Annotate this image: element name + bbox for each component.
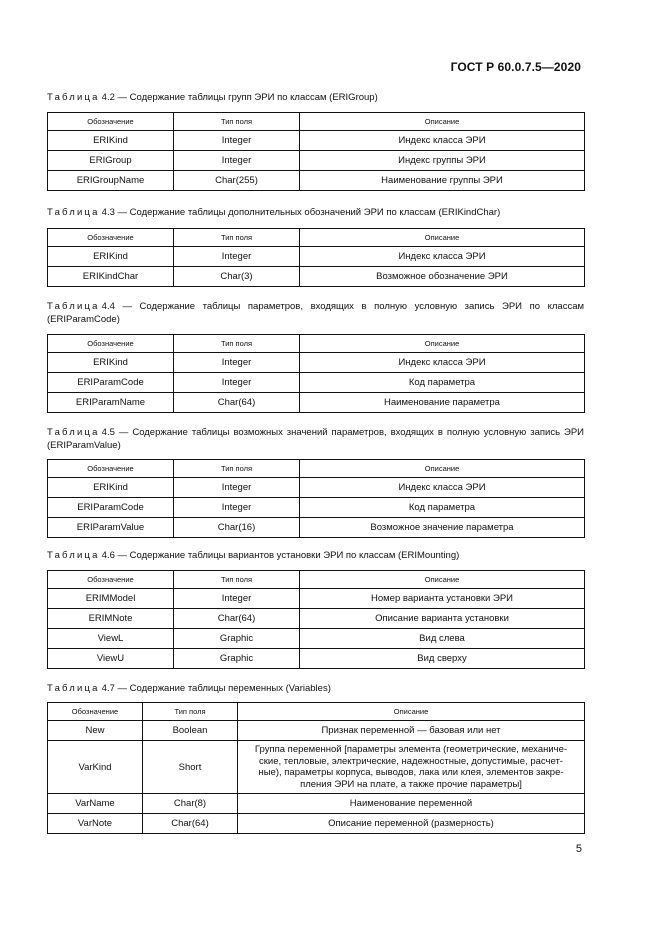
cell-type: Graphic bbox=[174, 629, 300, 649]
table-row bbox=[48, 814, 585, 834]
cell-name: ERIKind bbox=[48, 353, 174, 373]
table-row bbox=[48, 151, 585, 171]
cell-type: Char(64) bbox=[174, 609, 300, 629]
table-row bbox=[48, 131, 585, 151]
cell-type: Short bbox=[143, 741, 238, 794]
cell-name: ERIParamName bbox=[48, 393, 174, 413]
table-row bbox=[48, 629, 585, 649]
column-header: Обозначение bbox=[48, 229, 174, 247]
column-header: Тип поля bbox=[143, 703, 238, 721]
cell-name: ERIParamCode bbox=[48, 498, 174, 518]
cell-description bbox=[238, 741, 585, 794]
cell-type: Integer bbox=[174, 498, 300, 518]
table-caption-4-4 bbox=[47, 300, 584, 326]
cell-type: Integer bbox=[174, 247, 300, 267]
column-header: Описание bbox=[300, 229, 585, 247]
cell-type: Char(16) bbox=[174, 518, 300, 538]
cell-type: Char(64) bbox=[143, 814, 238, 834]
table-caption-4-3 bbox=[47, 206, 584, 219]
cell-description: Индекс класса ЭРИ bbox=[300, 247, 585, 267]
column-header: Тип поля bbox=[174, 335, 300, 353]
table-row bbox=[48, 267, 585, 287]
cell-type: Integer bbox=[174, 589, 300, 609]
cell-description: Вид слева bbox=[300, 629, 585, 649]
table-row bbox=[48, 794, 585, 814]
cell-type: Integer bbox=[174, 478, 300, 498]
table-row bbox=[48, 741, 585, 794]
cell-type: Integer bbox=[174, 373, 300, 393]
column-header: Тип поля bbox=[174, 571, 300, 589]
table-4-3 bbox=[47, 228, 585, 287]
cell-name: ERIKindChar bbox=[48, 267, 174, 287]
table-header-row bbox=[48, 229, 585, 247]
caption-title: — Содержание таблицы параметров, входящих в полную условную запись ЭРИ по классам (ERIParamCode) bbox=[47, 301, 585, 325]
table-caption-4-7 bbox=[47, 682, 584, 695]
table-row bbox=[48, 171, 585, 191]
table-row bbox=[48, 393, 585, 413]
column-header: Обозначение bbox=[48, 571, 174, 589]
caption-prefix: Таблица bbox=[47, 683, 100, 694]
table-row bbox=[48, 498, 585, 518]
cell-type: Integer bbox=[174, 131, 300, 151]
table-row bbox=[48, 589, 585, 609]
cell-description: Наименование параметра bbox=[300, 393, 585, 413]
cell-description: Признак переменной — базовая или нет bbox=[238, 721, 585, 741]
cell-name: ViewL bbox=[48, 629, 174, 649]
cell-name: ERIKind bbox=[48, 478, 174, 498]
cell-type: Char(3) bbox=[174, 267, 300, 287]
caption-number: 4.6 bbox=[101, 550, 115, 561]
table-4-7 bbox=[47, 702, 585, 834]
table-header-row bbox=[48, 335, 585, 353]
cell-description: Индекс класса ЭРИ bbox=[300, 353, 585, 373]
cell-name: ERIGroupName bbox=[48, 171, 174, 191]
cell-description: Возможное обозначение ЭРИ bbox=[300, 267, 585, 287]
cell-description: Наименование переменной bbox=[238, 794, 585, 814]
cell-type: Graphic bbox=[174, 649, 300, 669]
caption-title: — Содержание таблицы вариантов установки ЭРИ по классам (ERIMounting) bbox=[117, 550, 460, 561]
caption-prefix: Таблица bbox=[47, 427, 100, 438]
table-4-2 bbox=[47, 112, 585, 191]
cell-name: ERIParamCode bbox=[48, 373, 174, 393]
table-header-row bbox=[48, 460, 585, 478]
cell-description: Код параметра bbox=[300, 373, 585, 393]
table-header-row bbox=[48, 703, 585, 721]
table-4-4 bbox=[47, 334, 585, 413]
table-row bbox=[48, 609, 585, 629]
cell-name: VarNote bbox=[48, 814, 143, 834]
cell-description: Индекс группы ЭРИ bbox=[300, 151, 585, 171]
cell-description: Описание варианта установки bbox=[300, 609, 585, 629]
cell-name: ERIKind bbox=[48, 131, 174, 151]
cell-name: ERIMModel bbox=[48, 589, 174, 609]
multiline-description: Группа переменной [параметры элемента (геометрические, механиче- ские, тепловые, электрические, надежностные, допустимые, расчет- ные), параметры корпуса, выводов, лака или клея, элементов закре- пления ЭРИ на плате, а также прочие параметры] bbox=[254, 744, 568, 790]
caption-prefix: Таблица bbox=[47, 92, 100, 103]
cell-description: Возможное значение параметра bbox=[300, 518, 585, 538]
cell-name: ERIGroup bbox=[48, 151, 174, 171]
caption-title: — Содержание таблицы дополнительных обозначений ЭРИ по классам (ERIKindChar) bbox=[117, 207, 501, 218]
caption-number: 4.4 bbox=[101, 301, 115, 312]
cell-name: ViewU bbox=[48, 649, 174, 669]
cell-type: Char(8) bbox=[143, 794, 238, 814]
table-header-row bbox=[48, 571, 585, 589]
caption-prefix: Таблица bbox=[47, 207, 100, 218]
cell-type: Integer bbox=[174, 151, 300, 171]
cell-description: Индекс класса ЭРИ bbox=[300, 478, 585, 498]
caption-number: 4.7 bbox=[101, 683, 115, 694]
cell-name: ERIMNote bbox=[48, 609, 174, 629]
cell-type: Char(255) bbox=[174, 171, 300, 191]
column-header: Описание bbox=[300, 460, 585, 478]
table-row bbox=[48, 518, 585, 538]
cell-description: Номер варианта установки ЭРИ bbox=[300, 589, 585, 609]
column-header: Тип поля bbox=[174, 113, 300, 131]
column-header: Тип поля bbox=[174, 229, 300, 247]
column-header: Описание bbox=[300, 335, 585, 353]
cell-type: Integer bbox=[174, 353, 300, 373]
caption-number: 4.2 bbox=[101, 92, 115, 103]
cell-name: New bbox=[48, 721, 143, 741]
cell-name: ERIParamValue bbox=[48, 518, 174, 538]
column-header: Описание bbox=[238, 703, 585, 721]
table-row bbox=[48, 373, 585, 393]
table-row bbox=[48, 649, 585, 669]
column-header: Обозначение bbox=[48, 703, 143, 721]
cell-description: Индекс класса ЭРИ bbox=[300, 131, 585, 151]
table-caption-4-5 bbox=[47, 426, 584, 452]
column-header: Обозначение bbox=[48, 460, 174, 478]
cell-name: ERIKind bbox=[48, 247, 174, 267]
column-header: Описание bbox=[300, 571, 585, 589]
cell-type: Boolean bbox=[143, 721, 238, 741]
cell-type: Char(64) bbox=[174, 393, 300, 413]
column-header: Тип поля bbox=[174, 460, 300, 478]
caption-number: 4.3 bbox=[101, 207, 115, 218]
column-header: Обозначение bbox=[48, 335, 174, 353]
caption-prefix: Таблица bbox=[47, 301, 100, 312]
table-header-row bbox=[48, 113, 585, 131]
cell-description: Код параметра bbox=[300, 498, 585, 518]
table-row bbox=[48, 247, 585, 267]
caption-title: — Содержание таблицы переменных (Variables) bbox=[117, 683, 331, 694]
document-id: ГОСТ Р 60.0.7.5—2020 bbox=[450, 60, 581, 74]
table-row bbox=[48, 353, 585, 373]
cell-description: Описание переменной (размерность) bbox=[238, 814, 585, 834]
table-caption-4-6 bbox=[47, 549, 584, 562]
table-row bbox=[48, 721, 585, 741]
caption-prefix: Таблица bbox=[47, 550, 100, 561]
column-header: Описание bbox=[300, 113, 585, 131]
caption-title: — Содержание таблицы групп ЭРИ по классам (ERIGroup) bbox=[117, 92, 378, 103]
cell-description: Вид сверху bbox=[300, 649, 585, 669]
caption-number: 4.5 bbox=[101, 427, 115, 438]
cell-name: VarName bbox=[48, 794, 143, 814]
caption-title: — Содержание таблицы возможных значений параметров, входящих в полную условную запись ЭРИ (ERIParamValue) bbox=[47, 427, 585, 451]
page-number: 5 bbox=[575, 843, 582, 855]
column-header: Обозначение bbox=[48, 113, 174, 131]
cell-name: VarKind bbox=[48, 741, 143, 794]
table-4-6 bbox=[47, 570, 585, 669]
table-caption-4-2 bbox=[47, 91, 584, 104]
table-4-5 bbox=[47, 459, 585, 538]
cell-description: Наименование группы ЭРИ bbox=[300, 171, 585, 191]
table-row bbox=[48, 478, 585, 498]
